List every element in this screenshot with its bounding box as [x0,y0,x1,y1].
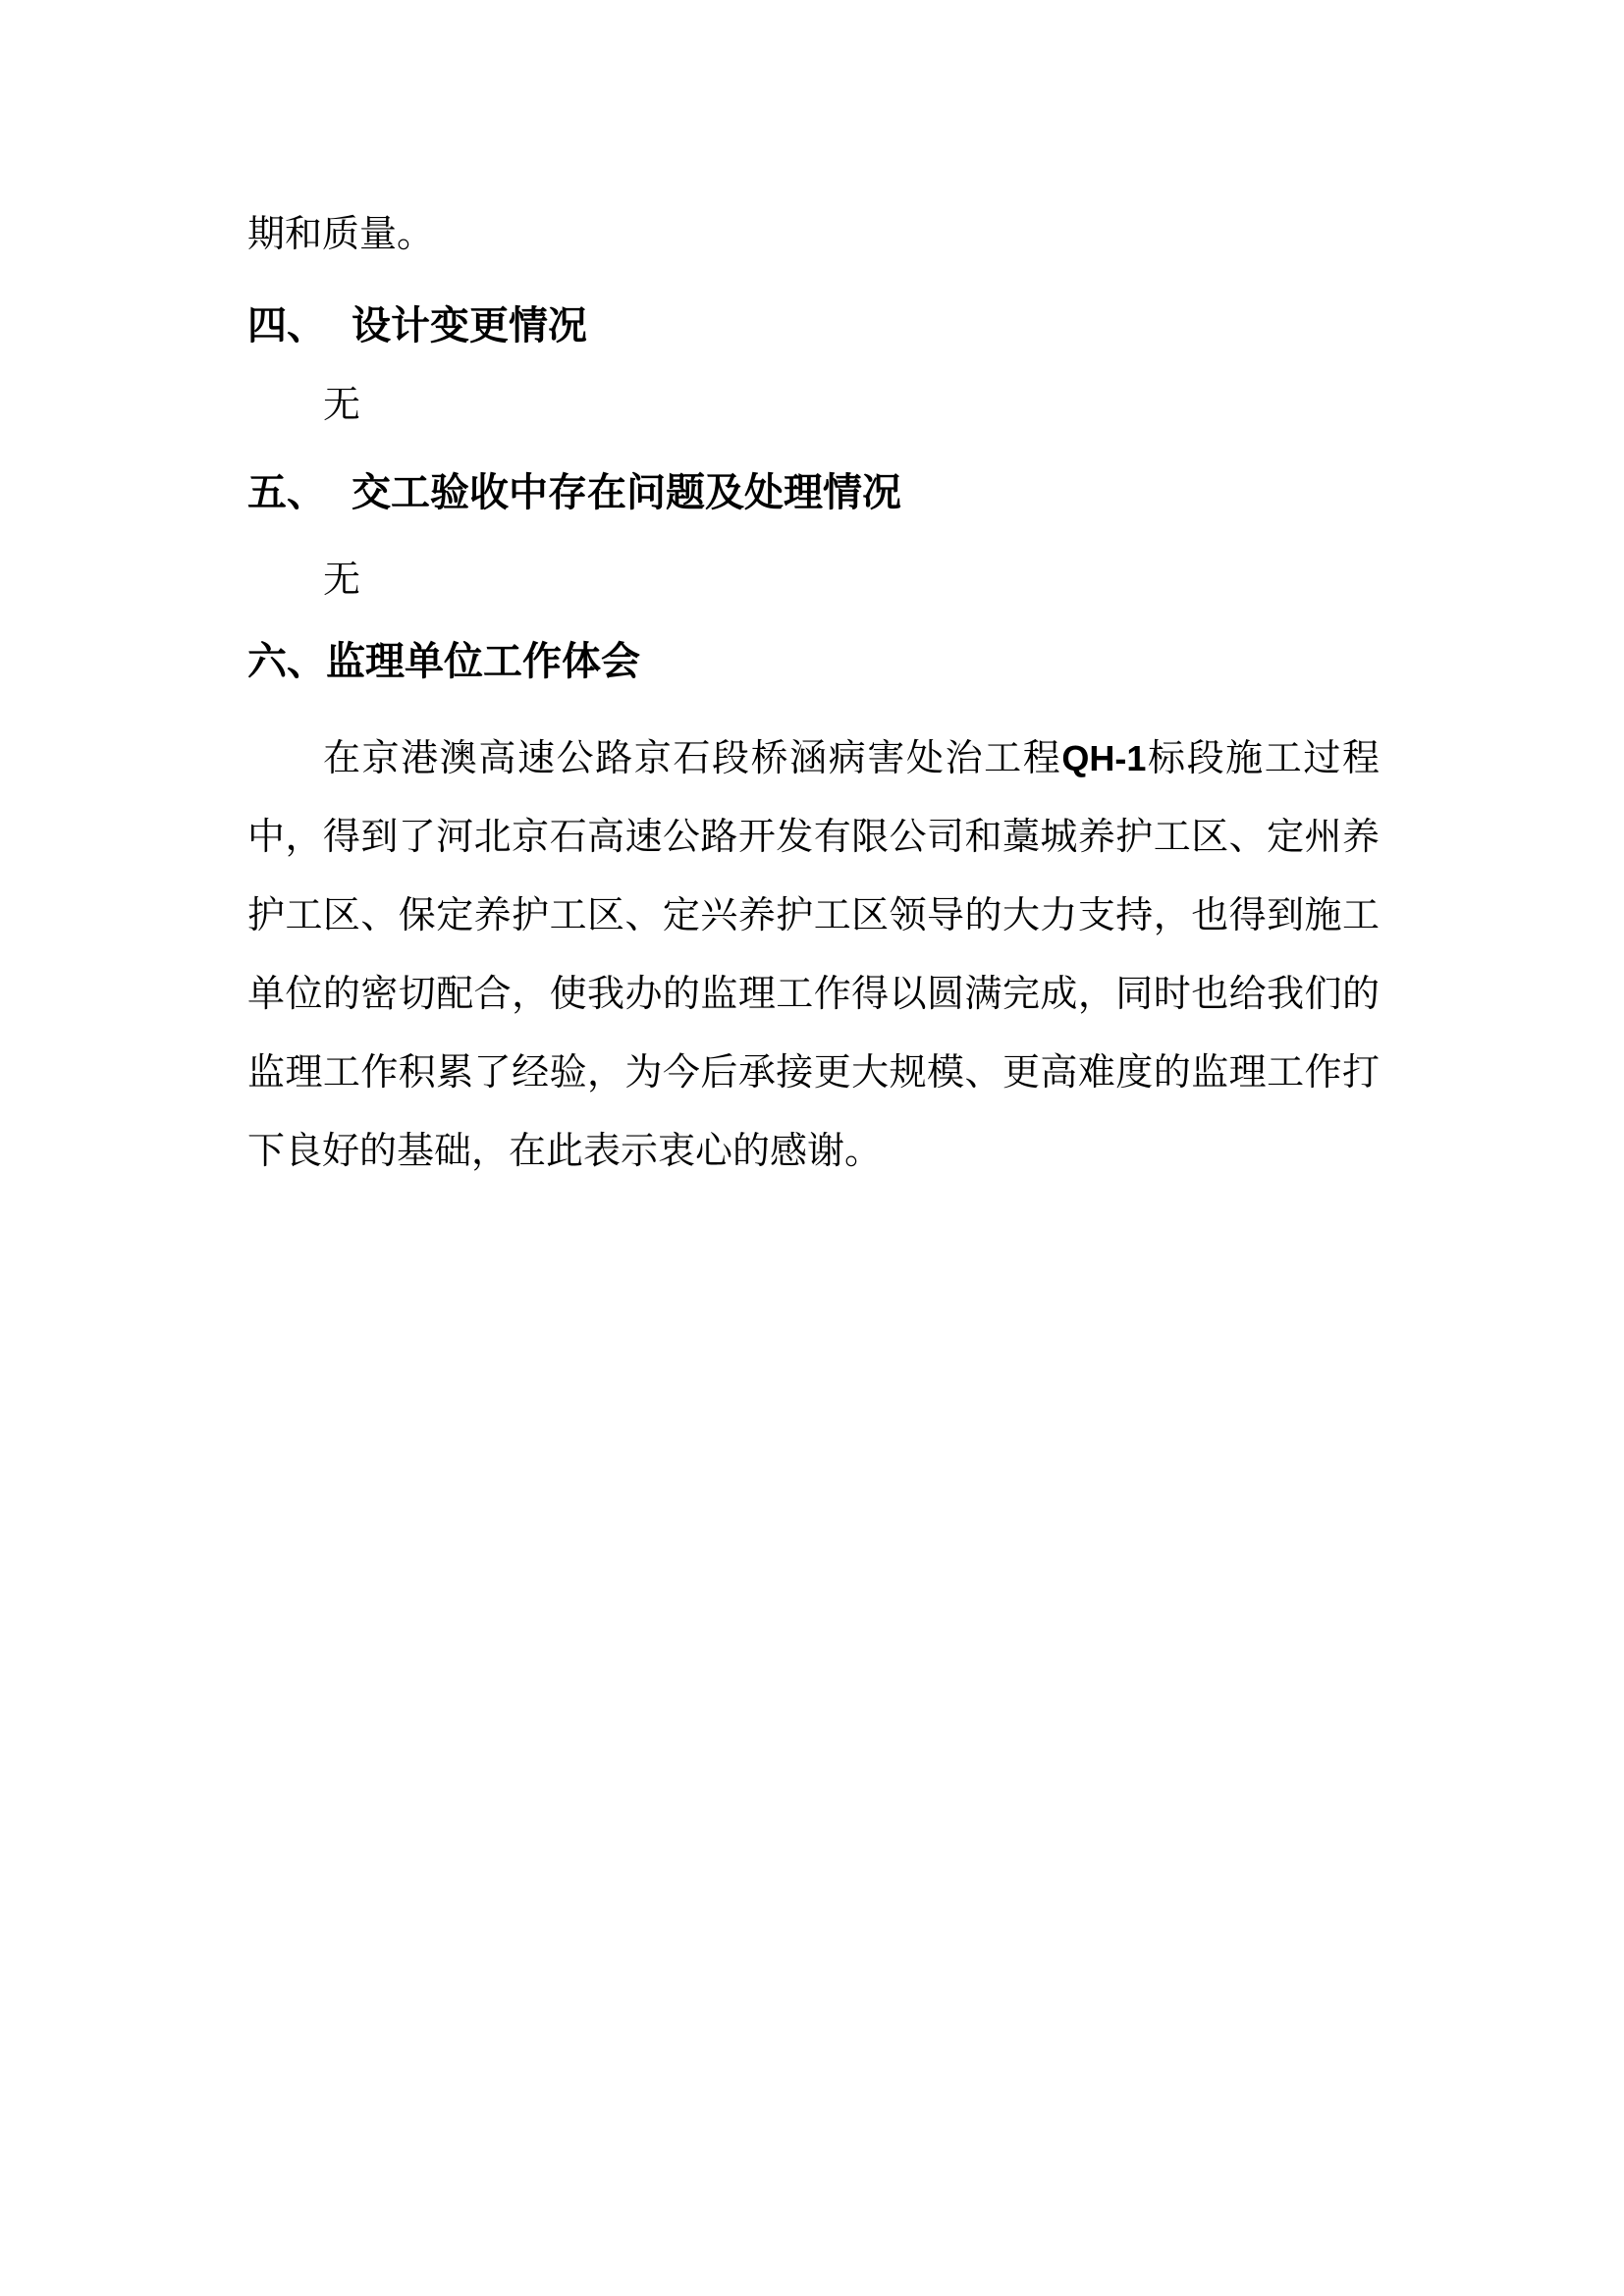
section-title: 监理单位工作体会 [326,639,640,683]
section-number: 五、 [247,470,326,514]
section-number: 四、 [247,303,326,347]
section-heading-4 [247,302,587,349]
section-heading-5 [247,469,901,516]
paragraph-line: 单位的密切配合，使我办的监理工作得以圆满完成，同时也给我们的 [247,974,1380,1015]
section-heading-6 [247,638,640,685]
paragraph-line: 护工区、保定养护工区、定兴养护工区领导的大力支持，也得到施工 [247,895,1380,936]
paragraph-line: 监理工作积累了经验，为今后承接更大规模、更高难度的监理工作打 [247,1052,1380,1094]
section-number: 六、 [247,639,326,683]
project-code: QH-1 [1061,738,1147,778]
paragraph-text: 在京港澳高速公路京石段桥涵病害处治工程 [323,738,1062,779]
section-4-content-none: 无 [323,385,361,426]
section-title: 交工验收中存在问题及处理情况 [352,470,901,514]
carryover-paragraph-end: 期和质量。 [247,214,435,255]
paragraph-line: 下良好的基础，在此表示衷心的感谢。 [247,1131,883,1172]
closing-paragraph [247,720,1380,1191]
section-5-content-none: 无 [323,560,361,601]
paragraph-line: 中，得到了河北京石高速公路开发有限公司和藁城养护工区、定州养 [247,817,1380,858]
paragraph-text: 标段施工过程 [1146,738,1380,779]
section-title: 设计变更情况 [352,303,587,347]
paragraph-line [247,720,1380,798]
